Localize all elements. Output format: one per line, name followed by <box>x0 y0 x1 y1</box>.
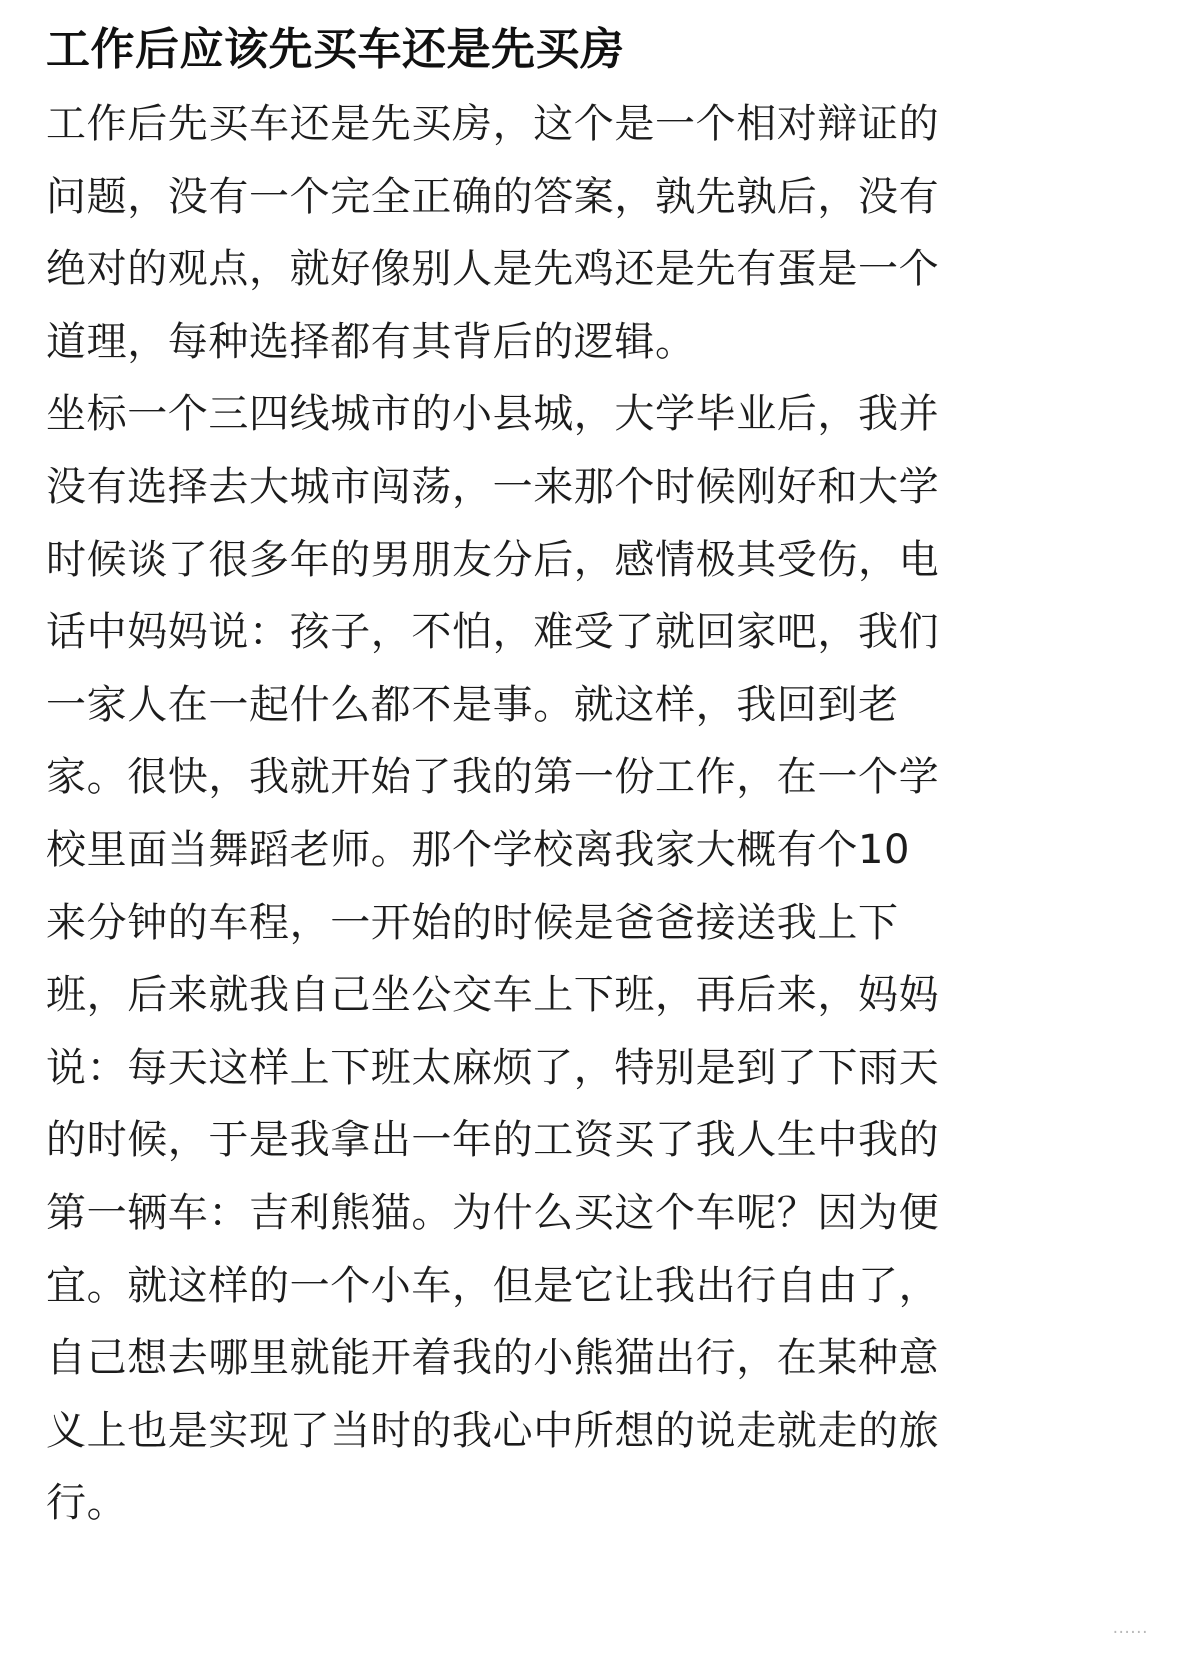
text-line: 话中妈妈说：孩子，不怕，难受了就回家吧，我们 <box>46 609 940 656</box>
text-line: 义上也是实现了当时的我心中所想的说走就走的旅 <box>46 1407 940 1454</box>
article-title: 工作后应该先买车还是先买房 <box>46 24 625 75</box>
text-line: 家。很快，我就开始了我的第一份工作，在一个学 <box>46 754 940 801</box>
text-line: 班，后来就我自己坐公交车上下班，再后来，妈妈 <box>46 972 940 1019</box>
text-line: 时候谈了很多年的男朋友分后，感情极其受伤，电 <box>46 536 940 583</box>
text-line: 问题，没有一个完全正确的答案，孰先孰后，没有 <box>46 173 940 220</box>
text-line: 宜。就这样的一个小车，但是它让我出行自由了， <box>46 1262 940 1309</box>
text-line: 第一辆车：吉利熊猫。为什么买这个车呢？因为便 <box>46 1189 940 1236</box>
paragraph-1 <box>46 88 1136 378</box>
text-line: 道理，每种选择都有其背后的逻辑。 <box>46 318 696 365</box>
text-line: 的时候，于是我拿出一年的工资买了我人生中我的 <box>46 1117 940 1164</box>
text-line: 绝对的观点，就好像别人是先鸡还是先有蛋是一个 <box>46 246 940 293</box>
text-line: 校里面当舞蹈老师。那个学校离我家大概有个10 <box>46 826 911 873</box>
text-line: 自己想去哪里就能开着我的小熊猫出行，在某种意 <box>46 1335 940 1382</box>
text-line: 工作后先买车还是先买房，这个是一个相对辩证的 <box>46 101 940 147</box>
text-line: 一家人在一起什么都不是事。就这样，我回到老 <box>46 681 899 728</box>
paragraph-2 <box>46 378 1136 1540</box>
text-line: 行。 <box>46 1480 128 1527</box>
text-line: 来分钟的车程，一开始的时候是爸爸接送我上下 <box>46 899 899 946</box>
watermark: ······ <box>1112 1623 1148 1643</box>
article <box>46 14 1136 1540</box>
text-line: 没有选择去大城市闯荡，一来那个时候刚好和大学 <box>46 463 940 510</box>
text-line: 坐标一个三四线城市的小县城，大学毕业后，我并 <box>46 391 940 438</box>
text-line: 说：每天这样上下班太麻烦了，特别是到了下雨天 <box>46 1044 940 1091</box>
